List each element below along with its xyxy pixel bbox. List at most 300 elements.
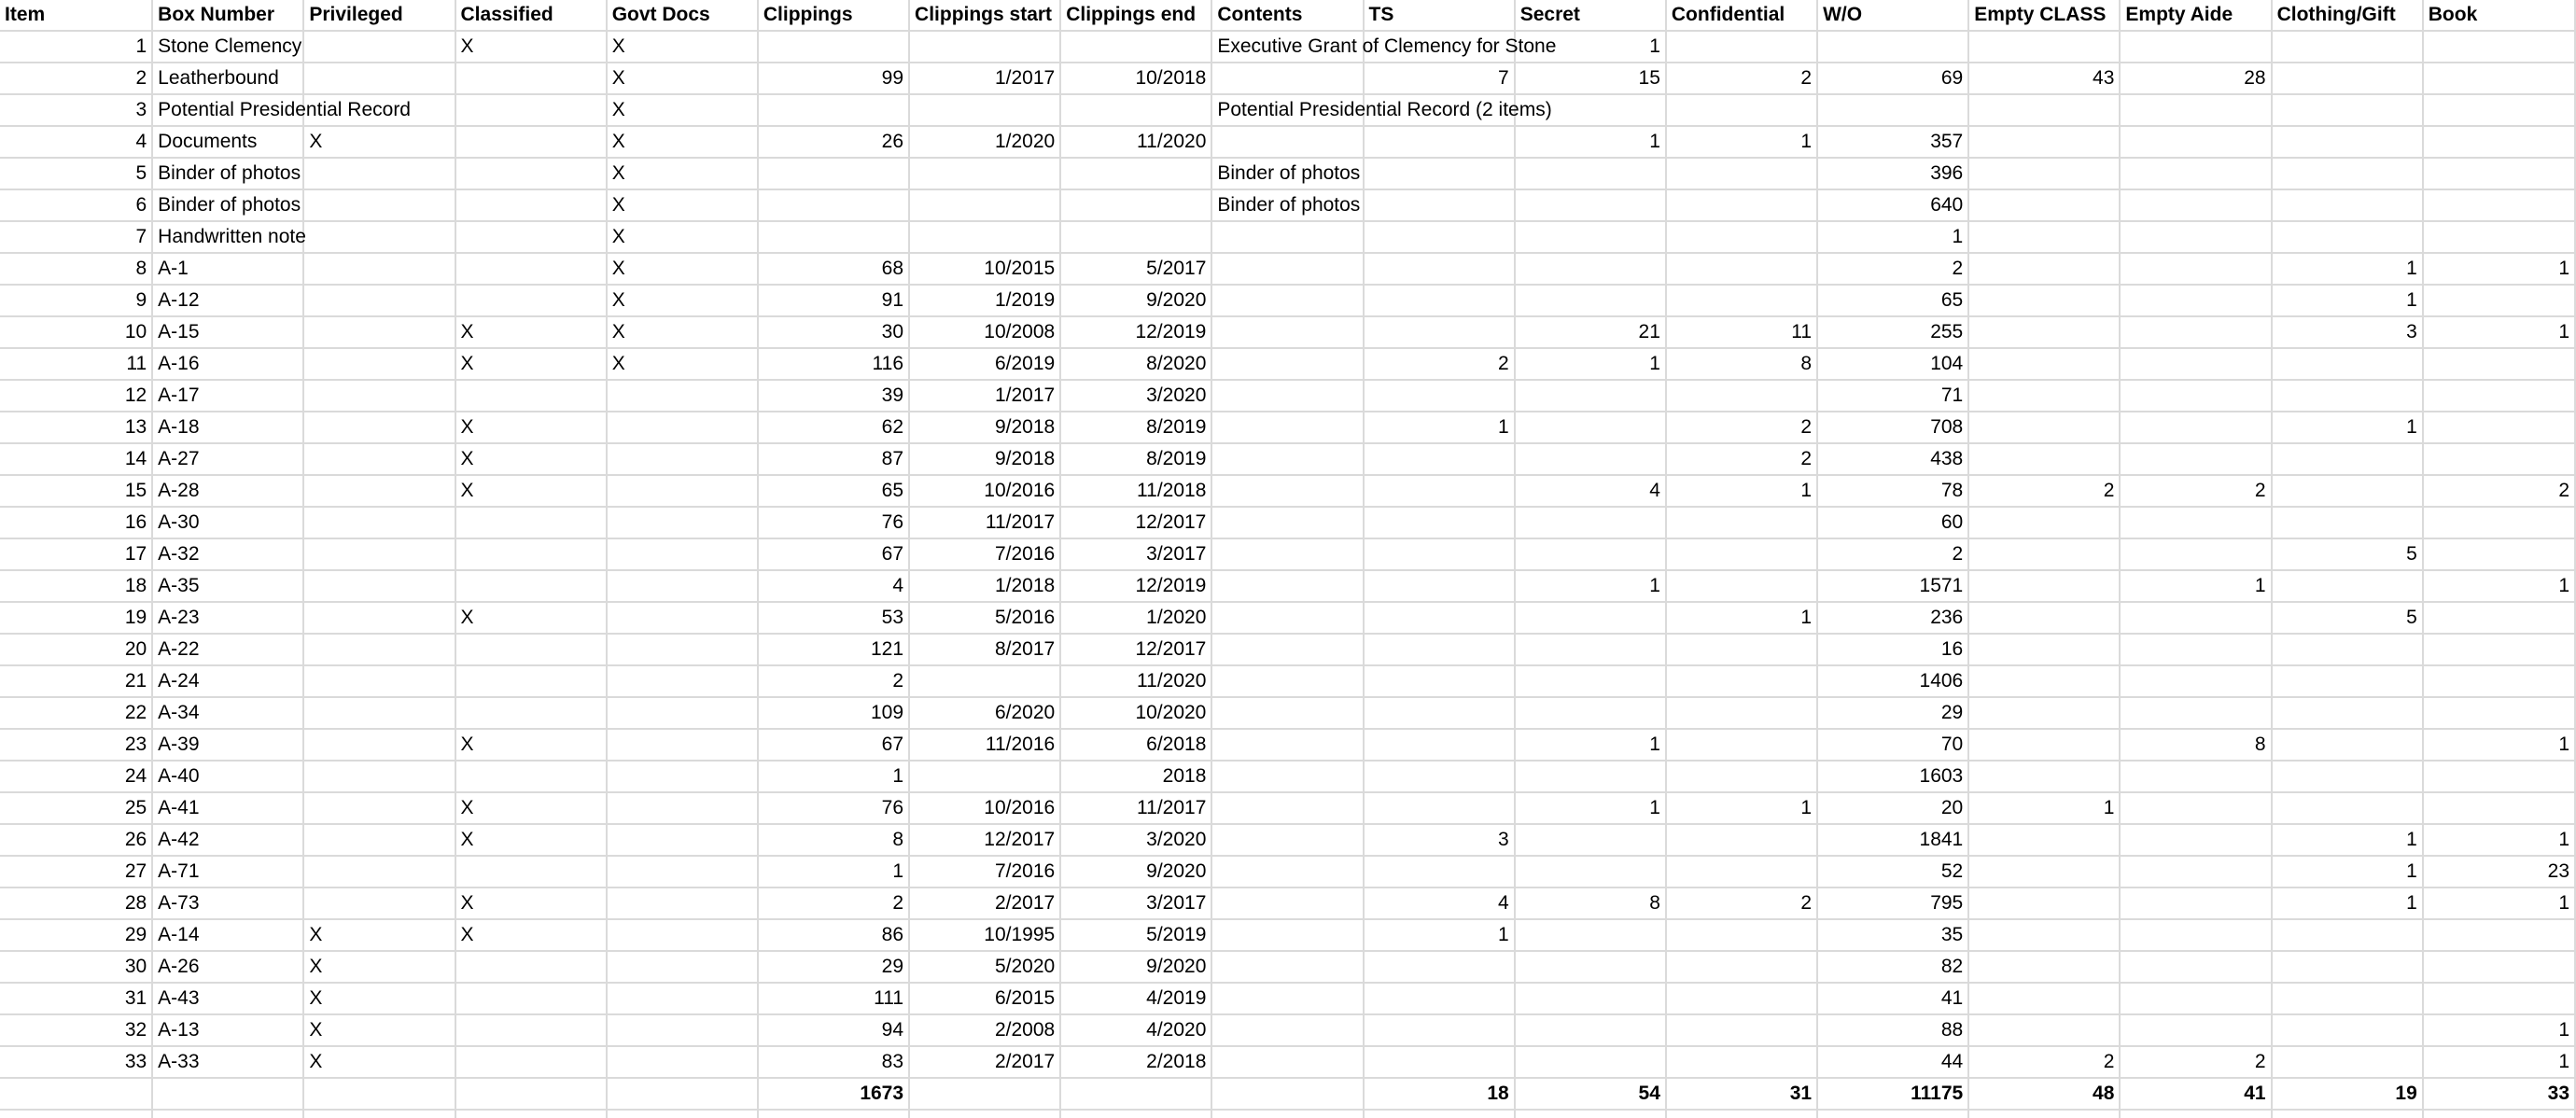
cell-confidential[interactable] bbox=[1666, 158, 1817, 189]
cell-classified[interactable] bbox=[455, 1046, 607, 1078]
cell-contents[interactable] bbox=[1211, 697, 1363, 729]
cell-clippings-start[interactable]: 1/2020 bbox=[909, 126, 1060, 158]
cell-book[interactable] bbox=[2423, 983, 2575, 1014]
cell-contents[interactable] bbox=[1211, 507, 1363, 538]
cell-empty-aide[interactable] bbox=[2120, 189, 2271, 221]
cell-clippings-start[interactable]: 2/2017 bbox=[909, 887, 1060, 919]
cell-clippings-end[interactable] bbox=[1060, 221, 1211, 253]
empty-cell[interactable] bbox=[758, 1110, 909, 1118]
cell-clippings-end[interactable]: 8/2019 bbox=[1060, 443, 1211, 475]
cell-empty-class[interactable] bbox=[1968, 221, 2120, 253]
cell-ts[interactable] bbox=[1364, 316, 1515, 348]
cell-ts[interactable]: 1 bbox=[1364, 412, 1515, 443]
cell-clippings-end[interactable]: 2/2018 bbox=[1060, 1046, 1211, 1078]
cell-ts[interactable] bbox=[1364, 285, 1515, 316]
cell-empty-aide[interactable]: 28 bbox=[2120, 63, 2271, 94]
cell-govt-docs[interactable] bbox=[607, 412, 758, 443]
total-wo[interactable]: 11175 bbox=[1817, 1078, 1968, 1110]
cell-clippings[interactable]: 4 bbox=[758, 570, 909, 602]
cell-empty-aide[interactable] bbox=[2120, 1014, 2271, 1046]
cell-item[interactable]: 25 bbox=[0, 792, 152, 824]
total-clippings-start[interactable] bbox=[909, 1078, 1060, 1110]
cell-clippings-start[interactable] bbox=[909, 189, 1060, 221]
total-empty-class[interactable]: 48 bbox=[1968, 1078, 2120, 1110]
cell-secret[interactable] bbox=[1515, 761, 1666, 792]
cell-confidential[interactable] bbox=[1666, 697, 1817, 729]
cell-clippings-end[interactable]: 3/2017 bbox=[1060, 538, 1211, 570]
column-header-ts[interactable]: TS bbox=[1364, 0, 1515, 31]
cell-item[interactable]: 16 bbox=[0, 507, 152, 538]
cell-empty-aide[interactable] bbox=[2120, 538, 2271, 570]
cell-empty-aide[interactable] bbox=[2120, 94, 2271, 126]
cell-book[interactable] bbox=[2423, 31, 2575, 63]
cell-ts[interactable] bbox=[1364, 1014, 1515, 1046]
cell-empty-aide[interactable] bbox=[2120, 887, 2271, 919]
cell-privileged[interactable] bbox=[303, 856, 455, 887]
cell-contents[interactable] bbox=[1211, 951, 1363, 983]
cell-contents[interactable] bbox=[1211, 221, 1363, 253]
cell-ts[interactable]: 3 bbox=[1364, 824, 1515, 856]
empty-cell[interactable] bbox=[909, 1110, 1060, 1118]
column-header-privileged[interactable]: Privileged bbox=[303, 0, 455, 31]
column-header-clippings-start[interactable]: Clippings start bbox=[909, 0, 1060, 31]
cell-confidential[interactable] bbox=[1666, 380, 1817, 412]
cell-item[interactable]: 10 bbox=[0, 316, 152, 348]
cell-wo[interactable]: 20 bbox=[1817, 792, 1968, 824]
cell-book[interactable] bbox=[2423, 792, 2575, 824]
cell-box-number[interactable]: A-71 bbox=[152, 856, 303, 887]
cell-clippings-start[interactable]: 1/2019 bbox=[909, 285, 1060, 316]
cell-govt-docs[interactable]: X bbox=[607, 316, 758, 348]
cell-confidential[interactable]: 1 bbox=[1666, 475, 1817, 507]
cell-clippings-start[interactable]: 11/2017 bbox=[909, 507, 1060, 538]
cell-privileged[interactable] bbox=[303, 729, 455, 761]
cell-item[interactable]: 9 bbox=[0, 285, 152, 316]
cell-book[interactable] bbox=[2423, 63, 2575, 94]
cell-item[interactable]: 29 bbox=[0, 919, 152, 951]
cell-privileged[interactable] bbox=[303, 253, 455, 285]
cell-item[interactable]: 12 bbox=[0, 380, 152, 412]
cell-govt-docs[interactable] bbox=[607, 761, 758, 792]
cell-privileged[interactable] bbox=[303, 697, 455, 729]
cell-confidential[interactable] bbox=[1666, 983, 1817, 1014]
cell-secret[interactable] bbox=[1515, 983, 1666, 1014]
cell-classified[interactable] bbox=[455, 856, 607, 887]
cell-clippings[interactable]: 91 bbox=[758, 285, 909, 316]
column-header-contents[interactable]: Contents bbox=[1211, 0, 1363, 31]
cell-box-number[interactable]: A-33 bbox=[152, 1046, 303, 1078]
cell-govt-docs[interactable] bbox=[607, 983, 758, 1014]
cell-clippings-start[interactable]: 8/2017 bbox=[909, 634, 1060, 665]
cell-govt-docs[interactable] bbox=[607, 443, 758, 475]
cell-confidential[interactable] bbox=[1666, 253, 1817, 285]
cell-privileged[interactable] bbox=[303, 538, 455, 570]
cell-confidential[interactable]: 1 bbox=[1666, 602, 1817, 634]
cell-box-number[interactable]: A-17 bbox=[152, 380, 303, 412]
cell-ts[interactable]: 7 bbox=[1364, 63, 1515, 94]
cell-confidential[interactable]: 11 bbox=[1666, 316, 1817, 348]
cell-secret[interactable] bbox=[1515, 1014, 1666, 1046]
cell-govt-docs[interactable] bbox=[607, 856, 758, 887]
cell-clippings[interactable]: 68 bbox=[758, 253, 909, 285]
empty-cell[interactable] bbox=[607, 1110, 758, 1118]
cell-empty-class[interactable] bbox=[1968, 919, 2120, 951]
cell-govt-docs[interactable] bbox=[607, 475, 758, 507]
cell-classified[interactable]: X bbox=[455, 792, 607, 824]
empty-cell[interactable] bbox=[1515, 1110, 1666, 1118]
cell-empty-aide[interactable] bbox=[2120, 792, 2271, 824]
cell-secret[interactable] bbox=[1515, 634, 1666, 665]
cell-item[interactable]: 5 bbox=[0, 158, 152, 189]
cell-item[interactable]: 11 bbox=[0, 348, 152, 380]
cell-confidential[interactable] bbox=[1666, 285, 1817, 316]
cell-confidential[interactable] bbox=[1666, 189, 1817, 221]
cell-ts[interactable] bbox=[1364, 856, 1515, 887]
cell-govt-docs[interactable]: X bbox=[607, 94, 758, 126]
cell-wo[interactable] bbox=[1817, 31, 1968, 63]
cell-clothing-gift[interactable] bbox=[2272, 951, 2423, 983]
cell-privileged[interactable] bbox=[303, 824, 455, 856]
cell-classified[interactable]: X bbox=[455, 475, 607, 507]
cell-secret[interactable]: 8 bbox=[1515, 887, 1666, 919]
cell-book[interactable] bbox=[2423, 761, 2575, 792]
cell-ts[interactable] bbox=[1364, 158, 1515, 189]
cell-empty-aide[interactable] bbox=[2120, 348, 2271, 380]
cell-empty-aide[interactable] bbox=[2120, 158, 2271, 189]
cell-ts[interactable]: 2 bbox=[1364, 348, 1515, 380]
cell-book[interactable]: 1 bbox=[2423, 824, 2575, 856]
cell-wo[interactable]: 78 bbox=[1817, 475, 1968, 507]
cell-govt-docs[interactable] bbox=[607, 887, 758, 919]
cell-contents[interactable]: Potential Presidential Record (2 items) bbox=[1211, 94, 1363, 126]
cell-clothing-gift[interactable] bbox=[2272, 63, 2423, 94]
cell-clothing-gift[interactable]: 1 bbox=[2272, 253, 2423, 285]
empty-cell[interactable] bbox=[2423, 1110, 2575, 1118]
cell-secret[interactable]: 1 bbox=[1515, 31, 1666, 63]
cell-item[interactable]: 31 bbox=[0, 983, 152, 1014]
cell-empty-class[interactable] bbox=[1968, 380, 2120, 412]
cell-wo[interactable]: 2 bbox=[1817, 253, 1968, 285]
cell-secret[interactable] bbox=[1515, 538, 1666, 570]
total-empty-aide[interactable]: 41 bbox=[2120, 1078, 2271, 1110]
cell-book[interactable] bbox=[2423, 697, 2575, 729]
cell-clippings[interactable] bbox=[758, 94, 909, 126]
cell-wo[interactable]: 52 bbox=[1817, 856, 1968, 887]
cell-empty-class[interactable] bbox=[1968, 285, 2120, 316]
cell-clippings-start[interactable] bbox=[909, 31, 1060, 63]
cell-classified[interactable] bbox=[455, 189, 607, 221]
cell-privileged[interactable] bbox=[303, 158, 455, 189]
cell-clippings[interactable]: 67 bbox=[758, 729, 909, 761]
cell-govt-docs[interactable] bbox=[607, 665, 758, 697]
cell-box-number[interactable]: A-43 bbox=[152, 983, 303, 1014]
cell-clippings-end[interactable]: 12/2017 bbox=[1060, 634, 1211, 665]
cell-confidential[interactable] bbox=[1666, 507, 1817, 538]
cell-privileged[interactable] bbox=[303, 285, 455, 316]
cell-privileged[interactable] bbox=[303, 63, 455, 94]
cell-empty-aide[interactable] bbox=[2120, 697, 2271, 729]
cell-secret[interactable] bbox=[1515, 824, 1666, 856]
cell-confidential[interactable]: 2 bbox=[1666, 63, 1817, 94]
cell-clippings-end[interactable]: 4/2020 bbox=[1060, 1014, 1211, 1046]
cell-clothing-gift[interactable] bbox=[2272, 1046, 2423, 1078]
cell-confidential[interactable] bbox=[1666, 570, 1817, 602]
cell-wo[interactable]: 2 bbox=[1817, 538, 1968, 570]
cell-govt-docs[interactable]: X bbox=[607, 158, 758, 189]
cell-contents[interactable] bbox=[1211, 538, 1363, 570]
cell-empty-class[interactable] bbox=[1968, 348, 2120, 380]
cell-item[interactable]: 24 bbox=[0, 761, 152, 792]
cell-privileged[interactable] bbox=[303, 570, 455, 602]
column-header-empty-aide[interactable]: Empty Aide bbox=[2120, 0, 2271, 31]
total-clothing-gift[interactable]: 19 bbox=[2272, 1078, 2423, 1110]
cell-contents[interactable] bbox=[1211, 126, 1363, 158]
cell-clippings[interactable] bbox=[758, 221, 909, 253]
cell-clippings[interactable]: 62 bbox=[758, 412, 909, 443]
cell-clothing-gift[interactable] bbox=[2272, 380, 2423, 412]
cell-box-number[interactable]: A-14 bbox=[152, 919, 303, 951]
cell-clippings-end[interactable]: 5/2017 bbox=[1060, 253, 1211, 285]
cell-clippings-end[interactable] bbox=[1060, 189, 1211, 221]
cell-contents[interactable] bbox=[1211, 792, 1363, 824]
cell-book[interactable]: 1 bbox=[2423, 316, 2575, 348]
cell-contents[interactable] bbox=[1211, 634, 1363, 665]
cell-ts[interactable] bbox=[1364, 443, 1515, 475]
cell-box-number[interactable]: A-32 bbox=[152, 538, 303, 570]
cell-confidential[interactable] bbox=[1666, 634, 1817, 665]
cell-item[interactable]: 1 bbox=[0, 31, 152, 63]
cell-clippings-start[interactable]: 1/2017 bbox=[909, 380, 1060, 412]
cell-clippings[interactable]: 26 bbox=[758, 126, 909, 158]
cell-clippings-start[interactable] bbox=[909, 158, 1060, 189]
cell-classified[interactable] bbox=[455, 285, 607, 316]
cell-govt-docs[interactable]: X bbox=[607, 189, 758, 221]
cell-empty-class[interactable] bbox=[1968, 316, 2120, 348]
cell-confidential[interactable]: 2 bbox=[1666, 887, 1817, 919]
cell-empty-class[interactable] bbox=[1968, 1014, 2120, 1046]
column-header-clippings[interactable]: Clippings bbox=[758, 0, 909, 31]
cell-classified[interactable] bbox=[455, 94, 607, 126]
cell-clippings[interactable] bbox=[758, 189, 909, 221]
cell-secret[interactable] bbox=[1515, 602, 1666, 634]
cell-clippings-start[interactable]: 2/2008 bbox=[909, 1014, 1060, 1046]
cell-classified[interactable] bbox=[455, 63, 607, 94]
cell-secret[interactable] bbox=[1515, 951, 1666, 983]
cell-empty-aide[interactable] bbox=[2120, 443, 2271, 475]
cell-classified[interactable] bbox=[455, 570, 607, 602]
cell-empty-class[interactable] bbox=[1968, 126, 2120, 158]
cell-box-number[interactable]: A-1 bbox=[152, 253, 303, 285]
cell-empty-aide[interactable] bbox=[2120, 983, 2271, 1014]
cell-wo[interactable]: 236 bbox=[1817, 602, 1968, 634]
cell-clippings-end[interactable]: 11/2020 bbox=[1060, 126, 1211, 158]
cell-ts[interactable] bbox=[1364, 570, 1515, 602]
cell-contents[interactable]: Binder of photos bbox=[1211, 189, 1363, 221]
cell-book[interactable] bbox=[2423, 348, 2575, 380]
cell-clippings-start[interactable]: 1/2017 bbox=[909, 63, 1060, 94]
cell-secret[interactable] bbox=[1515, 221, 1666, 253]
cell-empty-class[interactable] bbox=[1968, 31, 2120, 63]
cell-contents[interactable] bbox=[1211, 475, 1363, 507]
cell-empty-aide[interactable] bbox=[2120, 634, 2271, 665]
total-clippings[interactable]: 1673 bbox=[758, 1078, 909, 1110]
cell-classified[interactable] bbox=[455, 507, 607, 538]
cell-privileged[interactable] bbox=[303, 887, 455, 919]
cell-clippings-start[interactable]: 10/2008 bbox=[909, 316, 1060, 348]
cell-empty-aide[interactable] bbox=[2120, 507, 2271, 538]
cell-clippings[interactable]: 76 bbox=[758, 507, 909, 538]
cell-secret[interactable] bbox=[1515, 665, 1666, 697]
column-header-item[interactable]: Item bbox=[0, 0, 152, 31]
cell-ts[interactable] bbox=[1364, 1046, 1515, 1078]
cell-clippings-end[interactable] bbox=[1060, 31, 1211, 63]
cell-wo[interactable]: 795 bbox=[1817, 887, 1968, 919]
cell-empty-aide[interactable] bbox=[2120, 602, 2271, 634]
empty-cell[interactable] bbox=[303, 1110, 455, 1118]
cell-box-number[interactable]: A-27 bbox=[152, 443, 303, 475]
cell-clippings[interactable]: 53 bbox=[758, 602, 909, 634]
column-header-empty-class[interactable]: Empty CLASS bbox=[1968, 0, 2120, 31]
cell-classified[interactable] bbox=[455, 665, 607, 697]
cell-item[interactable]: 27 bbox=[0, 856, 152, 887]
cell-contents[interactable] bbox=[1211, 824, 1363, 856]
cell-book[interactable] bbox=[2423, 538, 2575, 570]
cell-wo[interactable]: 41 bbox=[1817, 983, 1968, 1014]
cell-clothing-gift[interactable]: 1 bbox=[2272, 412, 2423, 443]
cell-govt-docs[interactable] bbox=[607, 919, 758, 951]
cell-privileged[interactable]: X bbox=[303, 983, 455, 1014]
cell-clippings[interactable]: 94 bbox=[758, 1014, 909, 1046]
cell-box-number[interactable]: A-22 bbox=[152, 634, 303, 665]
cell-wo[interactable]: 1571 bbox=[1817, 570, 1968, 602]
cell-wo[interactable]: 44 bbox=[1817, 1046, 1968, 1078]
cell-govt-docs[interactable]: X bbox=[607, 253, 758, 285]
cell-ts[interactable] bbox=[1364, 951, 1515, 983]
cell-clippings-end[interactable]: 12/2019 bbox=[1060, 316, 1211, 348]
cell-clippings-start[interactable]: 6/2020 bbox=[909, 697, 1060, 729]
cell-clothing-gift[interactable] bbox=[2272, 158, 2423, 189]
cell-secret[interactable]: 1 bbox=[1515, 348, 1666, 380]
cell-secret[interactable]: 21 bbox=[1515, 316, 1666, 348]
cell-box-number[interactable]: A-16 bbox=[152, 348, 303, 380]
cell-empty-class[interactable] bbox=[1968, 887, 2120, 919]
cell-box-number[interactable]: Handwritten note bbox=[152, 221, 303, 253]
cell-empty-class[interactable] bbox=[1968, 94, 2120, 126]
cell-secret[interactable]: 1 bbox=[1515, 729, 1666, 761]
cell-ts[interactable] bbox=[1364, 665, 1515, 697]
cell-secret[interactable] bbox=[1515, 380, 1666, 412]
cell-clothing-gift[interactable]: 5 bbox=[2272, 538, 2423, 570]
cell-privileged[interactable]: X bbox=[303, 1014, 455, 1046]
cell-classified[interactable] bbox=[455, 380, 607, 412]
cell-secret[interactable]: 1 bbox=[1515, 792, 1666, 824]
cell-empty-class[interactable]: 2 bbox=[1968, 1046, 2120, 1078]
cell-clothing-gift[interactable] bbox=[2272, 507, 2423, 538]
cell-contents[interactable] bbox=[1211, 665, 1363, 697]
cell-ts[interactable] bbox=[1364, 507, 1515, 538]
cell-classified[interactable]: X bbox=[455, 887, 607, 919]
cell-secret[interactable] bbox=[1515, 856, 1666, 887]
cell-box-number[interactable]: A-34 bbox=[152, 697, 303, 729]
cell-secret[interactable]: 1 bbox=[1515, 570, 1666, 602]
cell-clippings[interactable]: 1 bbox=[758, 856, 909, 887]
cell-clippings-end[interactable]: 11/2020 bbox=[1060, 665, 1211, 697]
cell-empty-class[interactable] bbox=[1968, 443, 2120, 475]
cell-clippings-end[interactable]: 12/2017 bbox=[1060, 507, 1211, 538]
cell-clothing-gift[interactable] bbox=[2272, 443, 2423, 475]
cell-wo[interactable]: 65 bbox=[1817, 285, 1968, 316]
cell-contents[interactable] bbox=[1211, 919, 1363, 951]
cell-confidential[interactable] bbox=[1666, 824, 1817, 856]
cell-clippings[interactable]: 30 bbox=[758, 316, 909, 348]
cell-empty-aide[interactable]: 8 bbox=[2120, 729, 2271, 761]
cell-item[interactable]: 21 bbox=[0, 665, 152, 697]
cell-box-number[interactable]: A-42 bbox=[152, 824, 303, 856]
cell-clothing-gift[interactable] bbox=[2272, 570, 2423, 602]
cell-item[interactable]: 6 bbox=[0, 189, 152, 221]
cell-ts[interactable] bbox=[1364, 729, 1515, 761]
cell-empty-aide[interactable] bbox=[2120, 412, 2271, 443]
cell-item[interactable]: 23 bbox=[0, 729, 152, 761]
cell-wo[interactable]: 438 bbox=[1817, 443, 1968, 475]
cell-empty-aide[interactable] bbox=[2120, 221, 2271, 253]
cell-empty-aide[interactable] bbox=[2120, 31, 2271, 63]
cell-clippings-end[interactable]: 8/2020 bbox=[1060, 348, 1211, 380]
empty-cell[interactable] bbox=[2120, 1110, 2271, 1118]
cell-confidential[interactable] bbox=[1666, 951, 1817, 983]
cell-empty-aide[interactable] bbox=[2120, 856, 2271, 887]
cell-wo[interactable]: 396 bbox=[1817, 158, 1968, 189]
cell-privileged[interactable] bbox=[303, 31, 455, 63]
cell-govt-docs[interactable] bbox=[607, 602, 758, 634]
cell-book[interactable]: 1 bbox=[2423, 1046, 2575, 1078]
cell-contents[interactable] bbox=[1211, 729, 1363, 761]
cell-clothing-gift[interactable] bbox=[2272, 348, 2423, 380]
empty-cell[interactable] bbox=[2272, 1110, 2423, 1118]
cell-contents[interactable] bbox=[1211, 887, 1363, 919]
cell-clippings[interactable]: 2 bbox=[758, 665, 909, 697]
cell-book[interactable] bbox=[2423, 951, 2575, 983]
cell-contents[interactable] bbox=[1211, 348, 1363, 380]
cell-item[interactable]: 33 bbox=[0, 1046, 152, 1078]
cell-wo[interactable]: 1603 bbox=[1817, 761, 1968, 792]
cell-wo[interactable]: 35 bbox=[1817, 919, 1968, 951]
cell-box-number[interactable]: A-18 bbox=[152, 412, 303, 443]
cell-book[interactable]: 2 bbox=[2423, 475, 2575, 507]
cell-clippings[interactable]: 116 bbox=[758, 348, 909, 380]
empty-cell[interactable] bbox=[455, 1110, 607, 1118]
column-header-clothing-gift[interactable]: Clothing/Gift bbox=[2272, 0, 2423, 31]
cell-classified[interactable] bbox=[455, 1014, 607, 1046]
cell-confidential[interactable] bbox=[1666, 919, 1817, 951]
cell-classified[interactable] bbox=[455, 761, 607, 792]
cell-box-number[interactable]: A-12 bbox=[152, 285, 303, 316]
total-item[interactable] bbox=[0, 1078, 152, 1110]
cell-ts[interactable]: 4 bbox=[1364, 887, 1515, 919]
cell-classified[interactable] bbox=[455, 126, 607, 158]
cell-confidential[interactable] bbox=[1666, 761, 1817, 792]
cell-govt-docs[interactable]: X bbox=[607, 348, 758, 380]
cell-book[interactable] bbox=[2423, 221, 2575, 253]
cell-clippings-start[interactable]: 9/2018 bbox=[909, 443, 1060, 475]
cell-wo[interactable]: 1 bbox=[1817, 221, 1968, 253]
cell-wo[interactable]: 640 bbox=[1817, 189, 1968, 221]
cell-clippings[interactable]: 121 bbox=[758, 634, 909, 665]
cell-ts[interactable] bbox=[1364, 983, 1515, 1014]
cell-classified[interactable]: X bbox=[455, 348, 607, 380]
column-header-classified[interactable]: Classified bbox=[455, 0, 607, 31]
cell-contents[interactable] bbox=[1211, 285, 1363, 316]
